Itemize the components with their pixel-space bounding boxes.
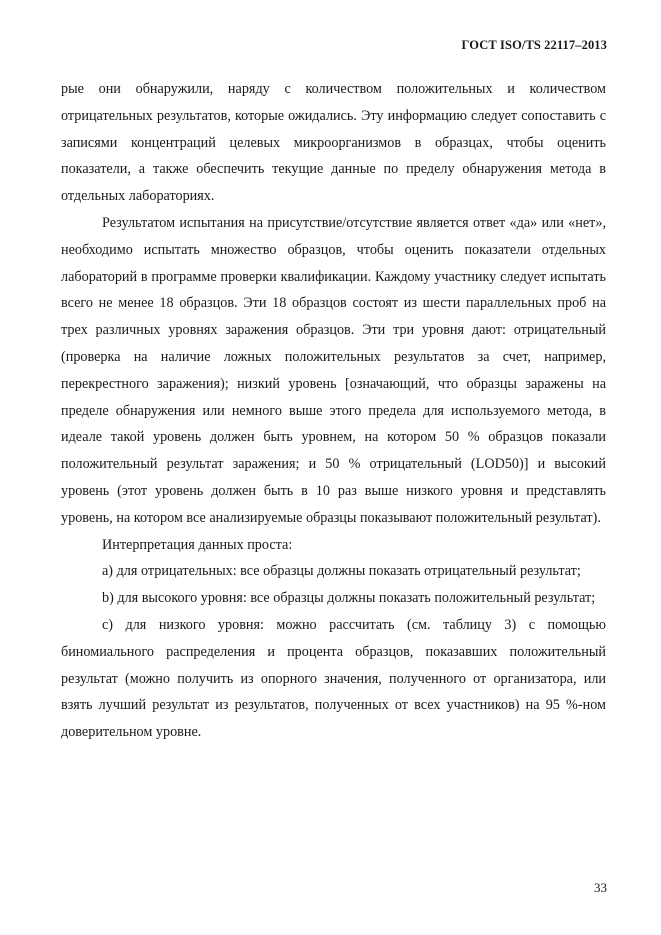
list-item-high-level: b) для высокого уровня: все образцы должны показать положительный результат; — [102, 590, 596, 607]
document-header: ГОСТ ISO/TS 22117–2013 — [461, 38, 607, 52]
document-body — [61, 76, 606, 746]
paragraph-test-result: Результатом испытания на присутствие/отсутствие является ответ «да» или «нет», необходимо испытать множество образцов, чтобы оценить показатели отдельных лабораторий в программе проверки квалификации. Каждому участнику следует испытать всего не менее 18 образцов. Эти 18 образцов состоят из шести параллельных проб на трех различных уровнях заражения образцов. Эти три уровня дают: отрицательный (проверка на наличие ложных положительных результатов за счет, например, перекрестного заражения); низкий уровень [означающий, что образцы заражены на пределе обнаружения или немного выше этого предела для используемого метода, в идеале такой уровень должен быть уровнем, на котором 50 % образцов показали положительный результат заражения; и 50 % отрицательный (LOD50)] и высокий уровень (этот уровень должен быть в 10 раз выше низкого уровня и представлять уровень, на котором все анализируемые образцы показывают положительный результат). — [61, 214, 606, 526]
paragraph-continuation: рые они обнаружили, наряду с количеством положительных и количеством отрицательных результатов, которые ожидались. Эту информацию следует сопоставить с записями концентраций целевых микроорганизмов в образцах, чтобы оценить показатели, а также обеспечить текущие данные по пределу обнаружения метода в отдельных лабораториях. — [61, 81, 606, 205]
page-number: 33 — [594, 880, 607, 895]
list-item-low-level: c) для низкого уровня: можно рассчитать (см. таблицу 3) с помощью биномиального распределения и процента образцов, показавших положительный результат (можно получить из опорного значения, полученного от организатора, или взять лучший результат из результатов, полученных от всех участников) на 95 %-ном доверительном уровне. — [61, 616, 606, 741]
paragraph-interpretation-intro: Интерпретация данных проста: — [102, 536, 293, 553]
list-item-negative: a) для отрицательных: все образцы должны показать отрицательный результат; — [102, 563, 581, 580]
